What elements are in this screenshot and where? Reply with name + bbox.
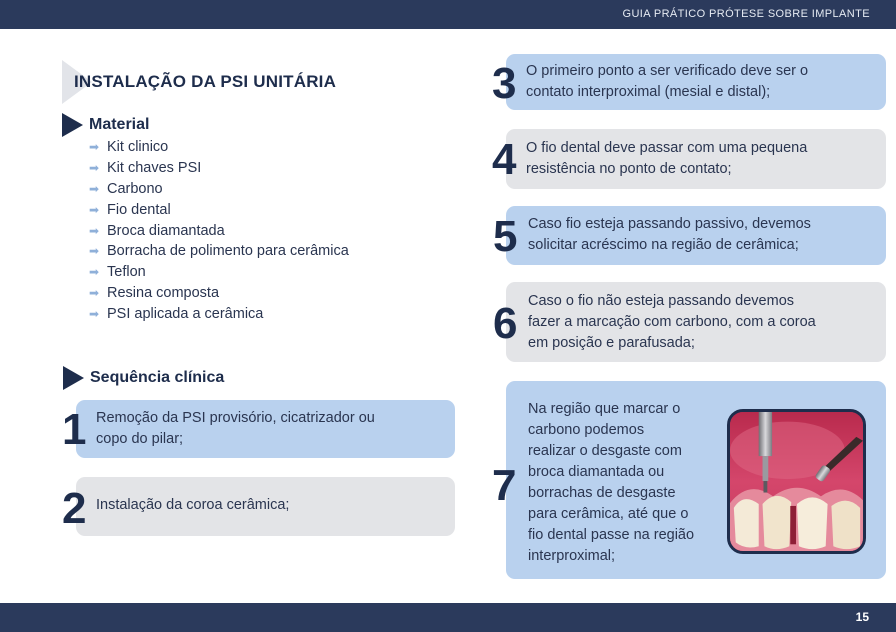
page-title-block <box>62 60 392 104</box>
sequence-heading <box>63 366 224 390</box>
step-4-box: O fio dental deve passar com uma pequena resistência no ponto de contato; <box>506 129 886 189</box>
step-6-number: 6 <box>493 299 518 348</box>
arrow-right-icon: ➡ <box>89 181 100 196</box>
list-item: ➡ PSI aplicada a cerâmica <box>89 305 264 322</box>
step-4-number: 4 <box>492 135 517 184</box>
step-7-box: Na região que marcar o carbono podemos realizar o desgaste com broca diamantada ou borrachas de desgaste para cerâmica, até que o fio dental passe na região interproximal; <box>506 381 886 579</box>
step-5-box: Caso fio esteja passando passivo, devemos solicitar acréscimo na região de cerâmica; <box>506 206 886 265</box>
play-triangle-icon <box>63 366 84 390</box>
step-7-number: 7 <box>492 461 517 510</box>
list-item: ➡ Carbono <box>89 180 163 197</box>
step-1-number: 1 <box>62 405 87 454</box>
arrow-right-icon: ➡ <box>89 161 100 176</box>
step-1-box: Remoção da PSI provisório, cicatrizador ou copo do pilar; <box>76 400 455 458</box>
arrow-right-icon: ➡ <box>89 223 100 238</box>
arrow-right-icon: ➡ <box>89 244 100 259</box>
header-bar <box>0 0 896 29</box>
list-item: ➡ Broca diamantada <box>89 222 225 239</box>
guide-title: GUIA PRÁTICO PRÓTESE SOBRE IMPLANTE <box>622 8 870 20</box>
play-triangle-icon <box>62 113 83 137</box>
step-3-box: O primeiro ponto a ser verificado deve ser o contato interproximal (mesial e distal); <box>506 54 886 110</box>
list-item: ➡ Teflon <box>89 264 146 281</box>
arrow-right-icon: ➡ <box>89 140 100 155</box>
list-item: ➡ Kit chaves PSI <box>89 160 202 177</box>
dental-drill-photo <box>727 409 866 554</box>
arrow-right-icon: ➡ <box>89 306 100 321</box>
arrow-right-icon: ➡ <box>89 285 100 300</box>
footer-bar <box>0 603 896 632</box>
page-title: INSTALAÇÃO DA PSI UNITÁRIA <box>74 72 337 91</box>
step-2-number: 2 <box>62 484 87 533</box>
step-3-number: 3 <box>492 59 517 108</box>
list-item: ➡ Resina composta <box>89 284 220 301</box>
list-item: ➡ Kit clinico <box>89 139 169 156</box>
material-heading <box>62 113 149 137</box>
arrow-right-icon: ➡ <box>89 202 100 217</box>
step-6-box: Caso o fio não esteja passando devemos fazer a marcação com carbono, com a coroa em posição e parafusada; <box>506 282 886 362</box>
step-5-number: 5 <box>493 212 518 261</box>
page-number: 15 <box>855 610 869 624</box>
sequence-heading-label: Sequência clínica <box>90 369 225 386</box>
material-heading-label: Material <box>89 116 150 133</box>
arrow-right-icon: ➡ <box>89 265 100 280</box>
list-item: ➡ Borracha de polimento para cerâmica <box>89 243 349 260</box>
step-2-box: Instalação da coroa cerâmica; <box>76 477 455 536</box>
list-item: ➡ Fio dental <box>89 201 171 218</box>
material-list <box>89 137 349 324</box>
